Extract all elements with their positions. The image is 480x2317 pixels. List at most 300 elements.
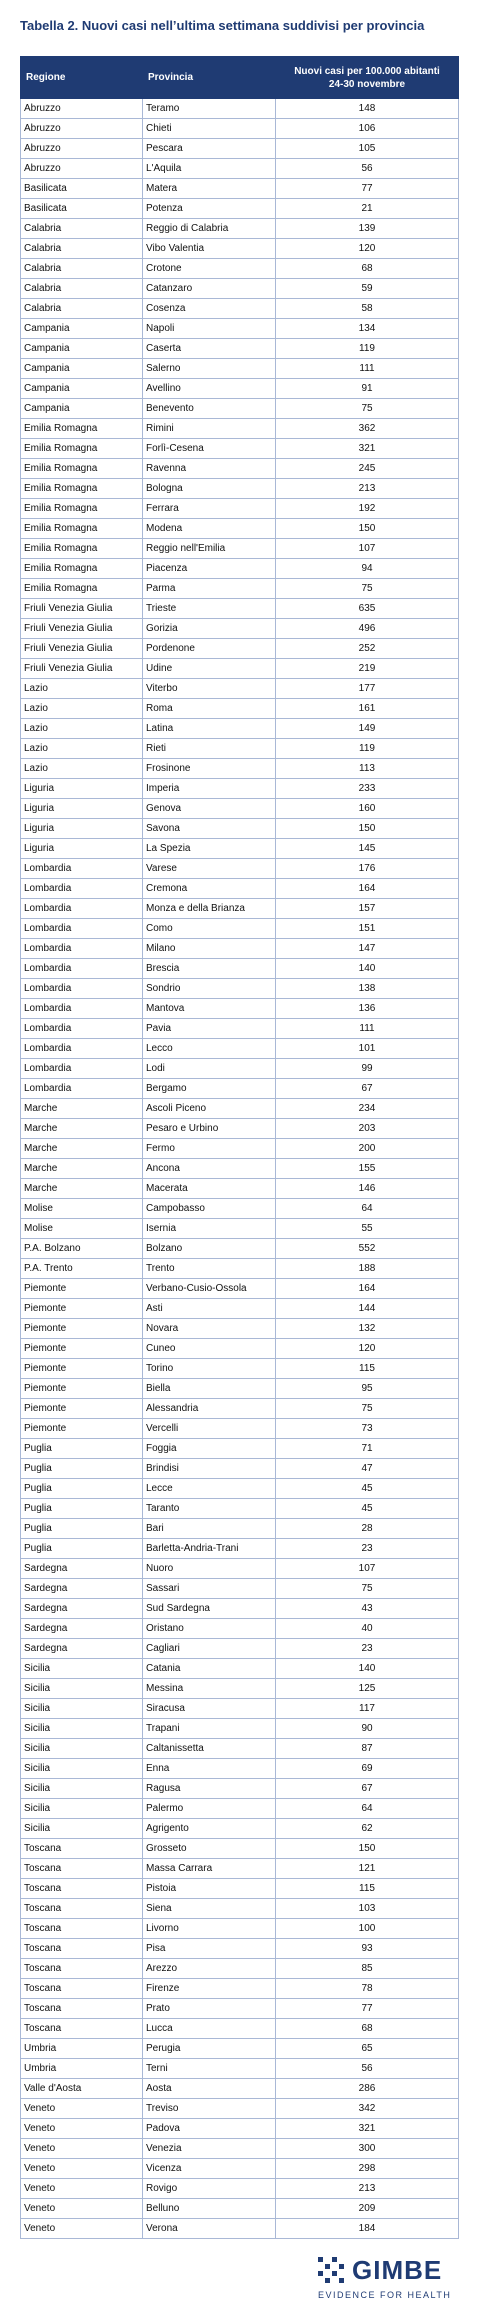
cell-provincia: Como <box>143 919 276 939</box>
cell-provincia: Rovigo <box>143 2179 276 2199</box>
cell-provincia: Lecco <box>143 1039 276 1059</box>
table-row <box>21 1759 459 1779</box>
table-row <box>21 1299 459 1319</box>
table-row <box>21 1479 459 1499</box>
cell-provincia: Catania <box>143 1659 276 1679</box>
cell-regione: P.A. Bolzano <box>21 1239 143 1259</box>
cell-nuovi-casi: 91 <box>276 379 459 399</box>
cell-nuovi-casi: 286 <box>276 2079 459 2099</box>
cell-regione: Emilia Romagna <box>21 459 143 479</box>
table-row <box>21 499 459 519</box>
cell-nuovi-casi: 58 <box>276 299 459 319</box>
cell-regione: Toscana <box>21 1979 143 1999</box>
cell-provincia: Livorno <box>143 1919 276 1939</box>
table-row <box>21 1239 459 1259</box>
table-row <box>21 559 459 579</box>
cell-nuovi-casi: 203 <box>276 1119 459 1139</box>
table-row <box>21 1799 459 1819</box>
table-row <box>21 379 459 399</box>
cell-regione: Calabria <box>21 259 143 279</box>
table-row <box>21 1379 459 1399</box>
cell-nuovi-casi: 87 <box>276 1739 459 1759</box>
cell-provincia: Modena <box>143 519 276 539</box>
cell-regione: Campania <box>21 359 143 379</box>
cell-provincia: Frosinone <box>143 759 276 779</box>
cell-nuovi-casi: 321 <box>276 2119 459 2139</box>
cell-regione: Lombardia <box>21 939 143 959</box>
cell-provincia: Verona <box>143 2219 276 2239</box>
table-row <box>21 1159 459 1179</box>
cell-regione: Umbria <box>21 2059 143 2079</box>
cell-regione: Basilicata <box>21 199 143 219</box>
cell-nuovi-casi: 106 <box>276 119 459 139</box>
table-row <box>21 879 459 899</box>
cell-provincia: Taranto <box>143 1499 276 1519</box>
cell-provincia: Pordenone <box>143 639 276 659</box>
cell-regione: Liguria <box>21 839 143 859</box>
cell-provincia: Vercelli <box>143 1419 276 1439</box>
cell-regione: Veneto <box>21 2119 143 2139</box>
cell-nuovi-casi: 177 <box>276 679 459 699</box>
cell-provincia: Catanzaro <box>143 279 276 299</box>
table-row <box>21 519 459 539</box>
cell-provincia: Salerno <box>143 359 276 379</box>
table-row <box>21 1419 459 1439</box>
cell-provincia: Lucca <box>143 2019 276 2039</box>
table-row <box>21 99 459 119</box>
table-row <box>21 179 459 199</box>
table-row <box>21 1139 459 1159</box>
cell-provincia: Bari <box>143 1519 276 1539</box>
cell-nuovi-casi: 75 <box>276 1399 459 1419</box>
cell-provincia: Reggio nell'Emilia <box>143 539 276 559</box>
cell-provincia: Vicenza <box>143 2159 276 2179</box>
table-row <box>21 1019 459 1039</box>
cell-nuovi-casi: 184 <box>276 2219 459 2239</box>
cell-provincia: Padova <box>143 2119 276 2139</box>
cell-provincia: Ravenna <box>143 459 276 479</box>
cell-nuovi-casi: 75 <box>276 579 459 599</box>
cell-nuovi-casi: 67 <box>276 1079 459 1099</box>
cell-regione: Toscana <box>21 1839 143 1859</box>
cell-nuovi-casi: 161 <box>276 699 459 719</box>
cell-regione: Emilia Romagna <box>21 519 143 539</box>
cell-provincia: Varese <box>143 859 276 879</box>
province-cases-table <box>20 56 459 2239</box>
cell-nuovi-casi: 65 <box>276 2039 459 2059</box>
cell-regione: Puglia <box>21 1459 143 1479</box>
cell-regione: Emilia Romagna <box>21 499 143 519</box>
cell-nuovi-casi: 298 <box>276 2159 459 2179</box>
cell-provincia: Brindisi <box>143 1459 276 1479</box>
cell-regione: Piemonte <box>21 1359 143 1379</box>
cell-regione: Piemonte <box>21 1419 143 1439</box>
table-row <box>21 979 459 999</box>
cell-nuovi-casi: 342 <box>276 2099 459 2119</box>
table-row <box>21 1919 459 1939</box>
cell-regione: Sardegna <box>21 1599 143 1619</box>
header-nuovi-casi-line1: Nuovi casi per 100.000 abitanti <box>294 65 440 77</box>
cell-nuovi-casi: 68 <box>276 259 459 279</box>
cell-nuovi-casi: 151 <box>276 919 459 939</box>
cell-regione: Basilicata <box>21 179 143 199</box>
table-row <box>21 1499 459 1519</box>
cell-regione: Marche <box>21 1119 143 1139</box>
table-row <box>21 1119 459 1139</box>
cell-regione: Puglia <box>21 1439 143 1459</box>
table-row <box>21 679 459 699</box>
cell-nuovi-casi: 68 <box>276 2019 459 2039</box>
cell-provincia: Sassari <box>143 1579 276 1599</box>
cell-regione: Piemonte <box>21 1299 143 1319</box>
cell-provincia: Macerata <box>143 1179 276 1199</box>
table-row <box>21 859 459 879</box>
cell-nuovi-casi: 45 <box>276 1479 459 1499</box>
cell-regione: Toscana <box>21 1939 143 1959</box>
cell-regione: Veneto <box>21 2139 143 2159</box>
cell-regione: Lombardia <box>21 1059 143 1079</box>
cell-regione: Abruzzo <box>21 99 143 119</box>
table-row <box>21 439 459 459</box>
cell-regione: Campania <box>21 399 143 419</box>
cell-nuovi-casi: 75 <box>276 1579 459 1599</box>
cell-provincia: Massa Carrara <box>143 1859 276 1879</box>
cell-nuovi-casi: 77 <box>276 1999 459 2019</box>
cell-nuovi-casi: 125 <box>276 1679 459 1699</box>
cell-nuovi-casi: 219 <box>276 659 459 679</box>
cell-nuovi-casi: 117 <box>276 1699 459 1719</box>
cell-provincia: Pesaro e Urbino <box>143 1119 276 1139</box>
cell-nuovi-casi: 113 <box>276 759 459 779</box>
cell-nuovi-casi: 200 <box>276 1139 459 1159</box>
logo-grid-dot <box>325 2264 330 2269</box>
table-row <box>21 1179 459 1199</box>
cell-regione: Campania <box>21 379 143 399</box>
cell-nuovi-casi: 47 <box>276 1459 459 1479</box>
cell-regione: P.A. Trento <box>21 1259 143 1279</box>
cell-nuovi-casi: 95 <box>276 1379 459 1399</box>
cell-nuovi-casi: 148 <box>276 99 459 119</box>
cell-regione: Lazio <box>21 739 143 759</box>
cell-provincia: Isernia <box>143 1219 276 1239</box>
table-row <box>21 1639 459 1659</box>
cell-provincia: Reggio di Calabria <box>143 219 276 239</box>
cell-regione: Piemonte <box>21 1279 143 1299</box>
cell-provincia: Cremona <box>143 879 276 899</box>
table-row <box>21 1699 459 1719</box>
cell-nuovi-casi: 107 <box>276 539 459 559</box>
table-row <box>21 1659 459 1679</box>
cell-nuovi-casi: 78 <box>276 1979 459 1999</box>
cell-nuovi-casi: 55 <box>276 1219 459 1239</box>
cell-nuovi-casi: 121 <box>276 1859 459 1879</box>
cell-nuovi-casi: 146 <box>276 1179 459 1199</box>
table-row <box>21 1219 459 1239</box>
cell-nuovi-casi: 234 <box>276 1099 459 1119</box>
cell-provincia: Prato <box>143 1999 276 2019</box>
cell-provincia: Perugia <box>143 2039 276 2059</box>
table-row <box>21 319 459 339</box>
cell-nuovi-casi: 85 <box>276 1959 459 1979</box>
logo-grid-dot <box>332 2257 337 2262</box>
table-row <box>21 2079 459 2099</box>
cell-nuovi-casi: 496 <box>276 619 459 639</box>
cell-nuovi-casi: 99 <box>276 1059 459 1079</box>
table-row <box>21 579 459 599</box>
cell-regione: Veneto <box>21 2199 143 2219</box>
logo-grid-icon <box>318 2257 346 2285</box>
cell-nuovi-casi: 213 <box>276 2179 459 2199</box>
cell-nuovi-casi: 119 <box>276 739 459 759</box>
cell-regione: Sardegna <box>21 1559 143 1579</box>
cell-nuovi-casi: 233 <box>276 779 459 799</box>
cell-nuovi-casi: 140 <box>276 1659 459 1679</box>
cell-provincia: Napoli <box>143 319 276 339</box>
cell-provincia: Teramo <box>143 99 276 119</box>
header-nuovi-casi <box>276 57 459 99</box>
table-row <box>21 1539 459 1559</box>
header-provincia: Provincia <box>143 57 276 99</box>
cell-regione: Liguria <box>21 779 143 799</box>
table-row <box>21 2159 459 2179</box>
table-row <box>21 2039 459 2059</box>
cell-regione: Veneto <box>21 2179 143 2199</box>
table-row <box>21 1199 459 1219</box>
table-row <box>21 1039 459 1059</box>
table-row <box>21 1999 459 2019</box>
cell-provincia: Pistoia <box>143 1879 276 1899</box>
cell-provincia: Pescara <box>143 139 276 159</box>
cell-regione: Marche <box>21 1139 143 1159</box>
cell-provincia: Matera <box>143 179 276 199</box>
cell-regione: Toscana <box>21 1999 143 2019</box>
cell-nuovi-casi: 71 <box>276 1439 459 1459</box>
cell-nuovi-casi: 213 <box>276 479 459 499</box>
cell-nuovi-casi: 43 <box>276 1599 459 1619</box>
table-row <box>21 399 459 419</box>
cell-provincia: Roma <box>143 699 276 719</box>
cell-provincia: Viterbo <box>143 679 276 699</box>
cell-nuovi-casi: 362 <box>276 419 459 439</box>
cell-regione: Calabria <box>21 239 143 259</box>
table-row <box>21 1819 459 1839</box>
cell-regione: Emilia Romagna <box>21 579 143 599</box>
cell-provincia: Belluno <box>143 2199 276 2219</box>
logo-grid-dot <box>339 2278 344 2283</box>
cell-provincia: Vibo Valentia <box>143 239 276 259</box>
cell-provincia: Caltanissetta <box>143 1739 276 1759</box>
cell-nuovi-casi: 101 <box>276 1039 459 1059</box>
cell-provincia: Agrigento <box>143 1819 276 1839</box>
cell-nuovi-casi: 321 <box>276 439 459 459</box>
table-row <box>21 1679 459 1699</box>
cell-provincia: Arezzo <box>143 1959 276 1979</box>
table-row <box>21 1519 459 1539</box>
table-row <box>21 139 459 159</box>
cell-nuovi-casi: 155 <box>276 1159 459 1179</box>
cell-regione: Campania <box>21 319 143 339</box>
cell-provincia: Forlì-Cesena <box>143 439 276 459</box>
table-row <box>21 2119 459 2139</box>
cell-regione: Umbria <box>21 2039 143 2059</box>
cell-regione: Sicilia <box>21 1819 143 1839</box>
cell-regione: Lombardia <box>21 979 143 999</box>
cell-provincia: Bologna <box>143 479 276 499</box>
table-row <box>21 299 459 319</box>
table-row <box>21 1359 459 1379</box>
cell-provincia: Crotone <box>143 259 276 279</box>
cell-regione: Toscana <box>21 2019 143 2039</box>
cell-regione: Emilia Romagna <box>21 419 143 439</box>
table-row <box>21 199 459 219</box>
header-regione: Regione <box>21 57 143 99</box>
cell-provincia: Udine <box>143 659 276 679</box>
cell-provincia: Venezia <box>143 2139 276 2159</box>
table-row <box>21 2219 459 2239</box>
cell-regione: Lazio <box>21 699 143 719</box>
table-row <box>21 999 459 1019</box>
cell-regione: Campania <box>21 339 143 359</box>
cell-regione: Puglia <box>21 1479 143 1499</box>
cell-provincia: Pavia <box>143 1019 276 1039</box>
cell-nuovi-casi: 147 <box>276 939 459 959</box>
cell-nuovi-casi: 115 <box>276 1359 459 1379</box>
cell-nuovi-casi: 635 <box>276 599 459 619</box>
logo-grid-dot <box>325 2278 330 2283</box>
table-row <box>21 899 459 919</box>
logo-grid-dot <box>339 2264 344 2269</box>
table-row <box>21 1439 459 1459</box>
table-row <box>21 1079 459 1099</box>
cell-regione: Puglia <box>21 1519 143 1539</box>
table-row <box>21 1559 459 1579</box>
cell-regione: Lombardia <box>21 879 143 899</box>
cell-nuovi-casi: 23 <box>276 1539 459 1559</box>
cell-nuovi-casi: 64 <box>276 1799 459 1819</box>
table-row <box>21 699 459 719</box>
cell-regione: Piemonte <box>21 1399 143 1419</box>
cell-regione: Sicilia <box>21 1779 143 1799</box>
table-row <box>21 779 459 799</box>
cell-regione: Toscana <box>21 1899 143 1919</box>
cell-provincia: Benevento <box>143 399 276 419</box>
table-row <box>21 2199 459 2219</box>
cell-provincia: Ancona <box>143 1159 276 1179</box>
cell-regione: Lombardia <box>21 1019 143 1039</box>
cell-provincia: Fermo <box>143 1139 276 1159</box>
cell-nuovi-casi: 67 <box>276 1779 459 1799</box>
cell-provincia: Bergamo <box>143 1079 276 1099</box>
table-row <box>21 1059 459 1079</box>
cell-provincia: Siracusa <box>143 1699 276 1719</box>
table-row <box>21 659 459 679</box>
cell-provincia: Trapani <box>143 1719 276 1739</box>
table-row <box>21 919 459 939</box>
cell-nuovi-casi: 115 <box>276 1879 459 1899</box>
table-row <box>21 1719 459 1739</box>
cell-regione: Lombardia <box>21 899 143 919</box>
table-row <box>21 1399 459 1419</box>
cell-regione: Friuli Venezia Giulia <box>21 639 143 659</box>
cell-nuovi-casi: 28 <box>276 1519 459 1539</box>
cell-nuovi-casi: 107 <box>276 1559 459 1579</box>
logo-grid-dot <box>318 2257 323 2262</box>
cell-provincia: Trento <box>143 1259 276 1279</box>
cell-provincia: Siena <box>143 1899 276 1919</box>
cell-provincia: Palermo <box>143 1799 276 1819</box>
cell-provincia: Milano <box>143 939 276 959</box>
cell-nuovi-casi: 111 <box>276 1019 459 1039</box>
table-row <box>21 539 459 559</box>
table-row <box>21 1979 459 1999</box>
cell-provincia: Ascoli Piceno <box>143 1099 276 1119</box>
cell-provincia: Cuneo <box>143 1339 276 1359</box>
cell-provincia: Cosenza <box>143 299 276 319</box>
cell-nuovi-casi: 552 <box>276 1239 459 1259</box>
table-row <box>21 119 459 139</box>
cell-provincia: Mantova <box>143 999 276 1019</box>
cell-nuovi-casi: 150 <box>276 1839 459 1859</box>
cell-regione: Piemonte <box>21 1379 143 1399</box>
table-row <box>21 459 459 479</box>
table-row <box>21 339 459 359</box>
cell-nuovi-casi: 144 <box>276 1299 459 1319</box>
logo-grid-dot <box>318 2271 323 2276</box>
cell-regione: Marche <box>21 1179 143 1199</box>
cell-provincia: Trieste <box>143 599 276 619</box>
table-header-row <box>21 57 459 99</box>
cell-regione: Lombardia <box>21 1039 143 1059</box>
cell-provincia: Monza e della Brianza <box>143 899 276 919</box>
table-row <box>21 2019 459 2039</box>
table-row <box>21 2179 459 2199</box>
cell-nuovi-casi: 140 <box>276 959 459 979</box>
table-title: Tabella 2. Nuovi casi nell’ultima settimana suddivisi per provincia <box>20 18 425 33</box>
table-row <box>21 839 459 859</box>
cell-nuovi-casi: 69 <box>276 1759 459 1779</box>
cell-provincia: Rieti <box>143 739 276 759</box>
cell-nuovi-casi: 245 <box>276 459 459 479</box>
cell-provincia: Ragusa <box>143 1779 276 1799</box>
cell-nuovi-casi: 120 <box>276 239 459 259</box>
cell-provincia: Savona <box>143 819 276 839</box>
cell-nuovi-casi: 132 <box>276 1319 459 1339</box>
cell-regione: Marche <box>21 1159 143 1179</box>
table-row <box>21 1599 459 1619</box>
cell-provincia: Oristano <box>143 1619 276 1639</box>
table-row <box>21 959 459 979</box>
table-row <box>21 219 459 239</box>
cell-regione: Puglia <box>21 1539 143 1559</box>
cell-regione: Piemonte <box>21 1319 143 1339</box>
table-row <box>21 639 459 659</box>
cell-regione: Toscana <box>21 1919 143 1939</box>
cell-nuovi-casi: 103 <box>276 1899 459 1919</box>
cell-regione: Lazio <box>21 759 143 779</box>
cell-regione: Piemonte <box>21 1339 143 1359</box>
table-row <box>21 1259 459 1279</box>
cell-provincia: Barletta-Andria-Trani <box>143 1539 276 1559</box>
cell-regione: Abruzzo <box>21 119 143 139</box>
cell-provincia: Caserta <box>143 339 276 359</box>
cell-provincia: Enna <box>143 1759 276 1779</box>
cell-provincia: Gorizia <box>143 619 276 639</box>
cell-nuovi-casi: 252 <box>276 639 459 659</box>
cell-regione: Toscana <box>21 1959 143 1979</box>
cell-provincia: Treviso <box>143 2099 276 2119</box>
cell-provincia: Messina <box>143 1679 276 1699</box>
table-row <box>21 1959 459 1979</box>
